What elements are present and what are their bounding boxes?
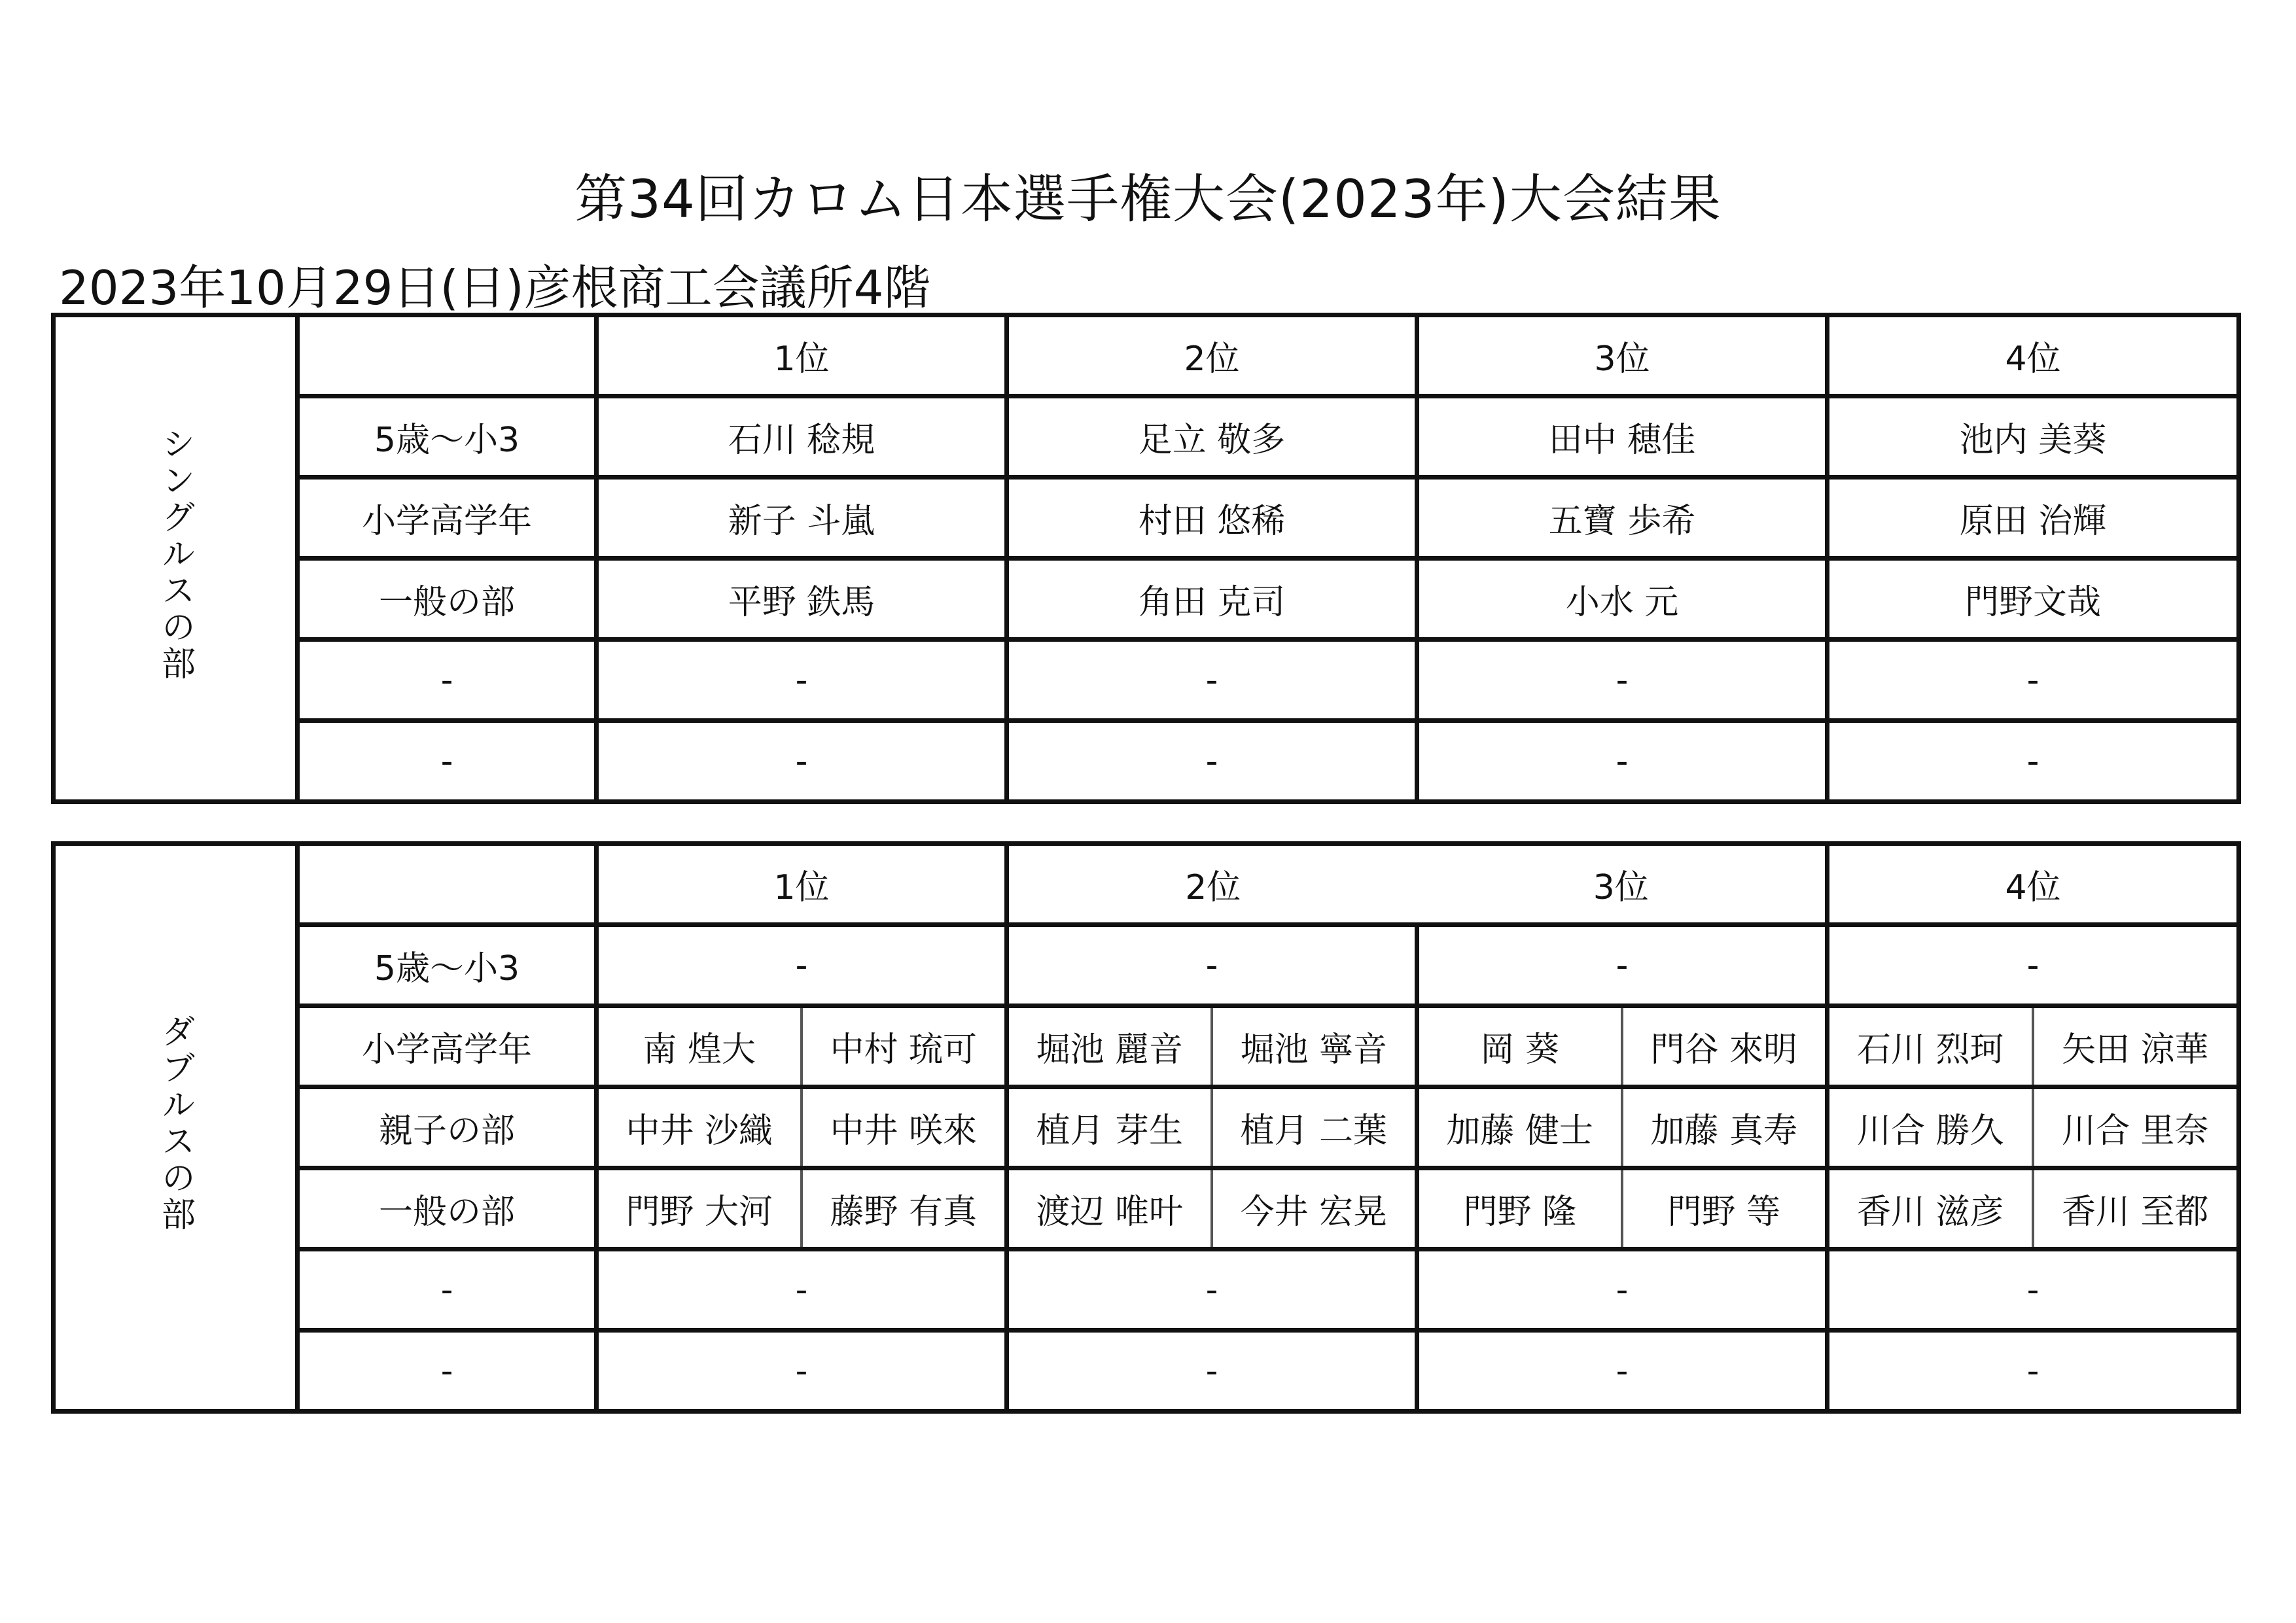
place-4-cell: 原田 治輝 xyxy=(1828,478,2239,559)
player-cell: 堀池 麗音 xyxy=(1007,1006,1212,1087)
event-date-venue: 2023年10月29日(日)彦根商工会議所4階 xyxy=(59,260,931,315)
place-2-cell: 角田 克司 xyxy=(1007,559,1417,640)
place-1-cell: - xyxy=(597,1249,1007,1331)
player-cell: 矢田 涼華 xyxy=(2033,1006,2239,1087)
table-row xyxy=(54,1087,2239,1168)
player-cell: 中井 沙織 xyxy=(597,1087,802,1168)
place-4-cell: - xyxy=(1828,640,2239,721)
player-cell: 加藤 真寿 xyxy=(1622,1087,1828,1168)
table-row xyxy=(54,478,2239,559)
header-place-3: 3位 xyxy=(1417,844,1828,925)
player-cell: 香川 至都 xyxy=(2033,1168,2239,1249)
player-cell: 中井 咲來 xyxy=(802,1087,1007,1168)
table-row xyxy=(54,1249,2239,1331)
place-3-cell: - xyxy=(1417,925,1828,1006)
header-place-2: 2位 xyxy=(1007,844,1417,925)
category-cell: 一般の部 xyxy=(298,1168,597,1249)
player-cell: 門野 隆 xyxy=(1417,1168,1622,1249)
player-cell: 加藤 健士 xyxy=(1417,1087,1622,1168)
player-cell: 植月 二葉 xyxy=(1212,1087,1417,1168)
player-cell: 門谷 來明 xyxy=(1622,1006,1828,1087)
place-1-cell: 平野 鉄馬 xyxy=(597,559,1007,640)
place-3-cell: 小水 元 xyxy=(1417,559,1828,640)
place-4-cell: - xyxy=(1828,1331,2239,1412)
header-place-3: 3位 xyxy=(1417,315,1828,396)
table-row xyxy=(54,559,2239,640)
player-cell: 藤野 有真 xyxy=(802,1168,1007,1249)
player-cell: 植月 芽生 xyxy=(1007,1087,1212,1168)
place-2-cell: - xyxy=(1007,721,1417,802)
player-cell: 門野 等 xyxy=(1622,1168,1828,1249)
place-2-cell: - xyxy=(1007,640,1417,721)
place-4-cell: - xyxy=(1828,1249,2239,1331)
header-corner-cell xyxy=(298,315,597,396)
player-cell: 門野 大河 xyxy=(597,1168,802,1249)
header-place-4: 4位 xyxy=(1828,315,2239,396)
table-row xyxy=(54,1168,2239,1249)
category-cell: - xyxy=(298,1331,597,1412)
singles-results-table xyxy=(51,313,2241,804)
header-place-4: 4位 xyxy=(1828,844,2239,925)
table-row xyxy=(54,396,2239,478)
place-1-cell: 新子 斗嵐 xyxy=(597,478,1007,559)
header-place-2: 2位 xyxy=(1007,315,1417,396)
header-corner-cell xyxy=(298,844,597,925)
player-cell: 石川 烈珂 xyxy=(1828,1006,2033,1087)
category-cell: 小学高学年 xyxy=(298,1006,597,1087)
doubles-results-table xyxy=(51,841,2241,1414)
player-cell: 今井 宏晃 xyxy=(1212,1168,1417,1249)
table-row xyxy=(54,1006,2239,1087)
header-place-1: 1位 xyxy=(597,844,1007,925)
place-3-cell: - xyxy=(1417,1249,1828,1331)
header-place-1: 1位 xyxy=(597,315,1007,396)
place-1-cell: - xyxy=(597,925,1007,1006)
table-row xyxy=(54,721,2239,802)
category-cell: 小学高学年 xyxy=(298,478,597,559)
category-cell: - xyxy=(298,721,597,802)
player-cell: 中村 琉可 xyxy=(802,1006,1007,1087)
player-cell: 香川 滋彦 xyxy=(1828,1168,2033,1249)
category-cell: - xyxy=(298,640,597,721)
place-3-cell: - xyxy=(1417,640,1828,721)
place-4-cell: - xyxy=(1828,925,2239,1006)
place-4-cell: 門野文哉 xyxy=(1828,559,2239,640)
place-1-cell: 石川 稔規 xyxy=(597,396,1007,478)
singles-section-label: シングルスの部 xyxy=(155,426,195,682)
category-cell: 親子の部 xyxy=(298,1087,597,1168)
player-cell: 堀池 寧音 xyxy=(1212,1006,1417,1087)
table-header-row xyxy=(54,844,2239,925)
place-2-cell: - xyxy=(1007,925,1417,1006)
place-4-cell: - xyxy=(1828,721,2239,802)
category-cell: 一般の部 xyxy=(298,559,597,640)
place-2-cell: - xyxy=(1007,1249,1417,1331)
player-cell: 岡 葵 xyxy=(1417,1006,1622,1087)
table-row xyxy=(54,925,2239,1006)
category-cell: 5歳〜小3 xyxy=(298,925,597,1006)
table-row xyxy=(54,640,2239,721)
singles-section-label-cell xyxy=(54,315,298,802)
place-1-cell: - xyxy=(597,721,1007,802)
place-2-cell: - xyxy=(1007,1331,1417,1412)
page-title: 第34回カロム日本選手権大会(2023年)大会結果 xyxy=(574,169,1722,230)
place-3-cell: - xyxy=(1417,721,1828,802)
place-3-cell: 田中 穂佳 xyxy=(1417,396,1828,478)
place-1-cell: - xyxy=(597,640,1007,721)
place-2-cell: 足立 敬多 xyxy=(1007,396,1417,478)
place-4-cell: 池内 美葵 xyxy=(1828,396,2239,478)
category-cell: - xyxy=(298,1249,597,1331)
table-row xyxy=(54,1331,2239,1412)
doubles-section-label: ダブルスの部 xyxy=(155,1013,195,1233)
player-cell: 南 煌大 xyxy=(597,1006,802,1087)
doubles-section-label-cell xyxy=(54,844,298,1412)
place-3-cell: 五寶 歩希 xyxy=(1417,478,1828,559)
place-2-cell: 村田 悠稀 xyxy=(1007,478,1417,559)
player-cell: 渡辺 唯叶 xyxy=(1007,1168,1212,1249)
table-header-row xyxy=(54,315,2239,396)
category-cell: 5歳〜小3 xyxy=(298,396,597,478)
player-cell: 川合 勝久 xyxy=(1828,1087,2033,1168)
place-1-cell: - xyxy=(597,1331,1007,1412)
player-cell: 川合 里奈 xyxy=(2033,1087,2239,1168)
place-3-cell: - xyxy=(1417,1331,1828,1412)
